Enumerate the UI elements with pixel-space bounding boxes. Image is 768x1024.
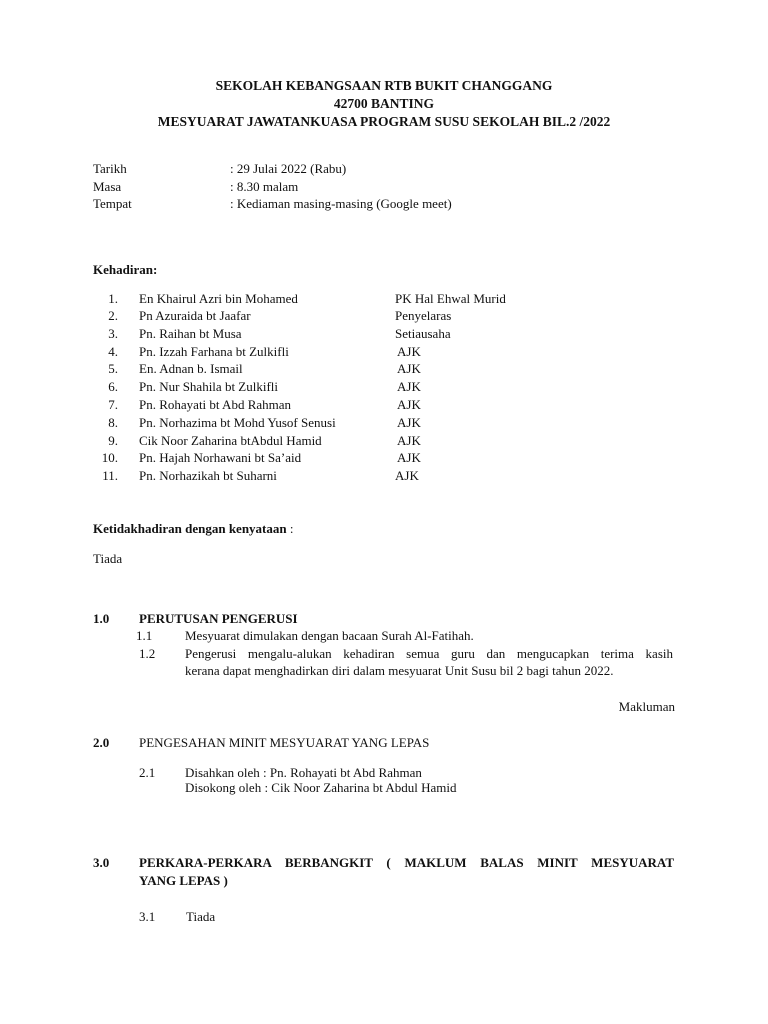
member-name: Pn. Hajah Norhawani bt Sa’aid	[139, 450, 302, 465]
absence-colon: :	[286, 521, 294, 536]
member-name: En. Adnan b. Ismail	[139, 361, 243, 376]
member-role: PK Hal Ehwal Murid	[395, 291, 506, 306]
member-role: AJK	[397, 397, 421, 412]
member-number: 2.	[108, 308, 118, 323]
section-1-title: PERUTUSAN PENGERUSI	[139, 611, 298, 626]
member-role: AJK	[397, 379, 421, 394]
member-role: Setiausaha	[395, 326, 451, 341]
detail-label-date: Tarikh	[93, 161, 127, 176]
detail-value-place: : Kediaman masing-masing (Google meet)	[230, 196, 452, 211]
item-1-2-text-line2: kerana dapat menghadirkan diri dalam mesyuarat Unit Susu bil 2 bagi tahun 2022.	[185, 663, 614, 678]
member-name: Pn. Rohayati bt Abd Rahman	[139, 397, 292, 412]
member-name: En Khairul Azri bin Mohamed	[139, 291, 298, 306]
detail-value-date: : 29 Julai 2022 (Rabu)	[230, 161, 347, 176]
attendance-heading: Kehadiran:	[93, 262, 158, 277]
section-1-note: Makluman	[618, 699, 675, 714]
section-2-number: 2.0	[93, 735, 110, 750]
item-1-2-text-line1: Pengerusi mengalu-alukan kehadiran semua guru dan mengucapkan terima kasih	[185, 646, 673, 661]
member-number: 10.	[101, 450, 118, 465]
member-name: Pn. Norhazima bt Mohd Yusof Senusi	[139, 415, 336, 430]
item-2-1-line2: Disokong oleh : Cik Noor Zaharina bt Abdul Hamid	[185, 780, 457, 795]
absence-heading: Ketidakhadiran dengan kenyataan	[93, 521, 287, 536]
member-number: 4.	[108, 344, 118, 359]
meeting-title: MESYUARAT JAWATANKUASA PROGRAM SUSU SEKOLAH BIL.2 /2022	[157, 114, 611, 129]
member-number: 5.	[108, 361, 118, 376]
absence-heading-line	[93, 520, 293, 537]
absence-value: Tiada	[93, 551, 123, 566]
member-role: AJK	[397, 415, 421, 430]
item-2-1-line1: Disahkan oleh : Pn. Rohayati bt Abd Rahman	[185, 765, 422, 780]
section-1-number: 1.0	[93, 611, 110, 626]
detail-label-time: Masa	[93, 179, 122, 194]
section-3-title-line1: PERKARA-PERKARA BERBANGKIT ( MAKLUM BALAS MINIT MESYUARAT	[139, 855, 674, 870]
member-number: 1.	[108, 291, 118, 306]
member-number: 9.	[108, 433, 118, 448]
detail-label-place: Tempat	[93, 196, 132, 211]
item-1-1-number: 1.1	[136, 628, 153, 643]
member-role: AJK	[397, 450, 421, 465]
item-1-2-number: 1.2	[139, 646, 156, 661]
member-name: Pn. Nur Shahila bt Zulkifli	[139, 379, 279, 394]
member-name: Pn Azuraida bt Jaafar	[139, 308, 251, 323]
member-role: AJK	[397, 344, 421, 359]
member-role: AJK	[397, 433, 421, 448]
section-3-number: 3.0	[93, 855, 110, 870]
member-number: 11.	[102, 468, 118, 483]
item-3-1-text: Tiada	[186, 909, 216, 924]
member-number: 6.	[108, 379, 118, 394]
section-3-title-line2: YANG LEPAS )	[139, 873, 228, 888]
member-name: Pn. Norhazikah bt Suharni	[139, 468, 277, 483]
member-number: 8.	[108, 415, 118, 430]
member-name: Pn. Raihan bt Musa	[139, 326, 242, 341]
member-role: AJK	[395, 468, 419, 483]
member-name: Cik Noor Zaharina btAbdul Hamid	[139, 433, 322, 448]
school-name: SEKOLAH KEBANGSAAN RTB BUKIT CHANGGANG	[215, 78, 553, 93]
member-number: 7.	[108, 397, 118, 412]
item-2-1-number: 2.1	[139, 765, 156, 780]
item-1-1-text: Mesyuarat dimulakan dengan bacaan Surah Al-Fatihah.	[185, 628, 474, 643]
section-2-title: PENGESAHAN MINIT MESYUARAT YANG LEPAS	[139, 735, 430, 750]
member-role: AJK	[397, 361, 421, 376]
member-name: Pn. Izzah Farhana bt Zulkifli	[139, 344, 289, 359]
postcode-line: 42700 BANTING	[333, 96, 435, 111]
member-role: Penyelaras	[395, 308, 452, 323]
detail-value-time: : 8.30 malam	[230, 179, 299, 194]
member-number: 3.	[108, 326, 118, 341]
item-3-1-number: 3.1	[139, 909, 156, 924]
